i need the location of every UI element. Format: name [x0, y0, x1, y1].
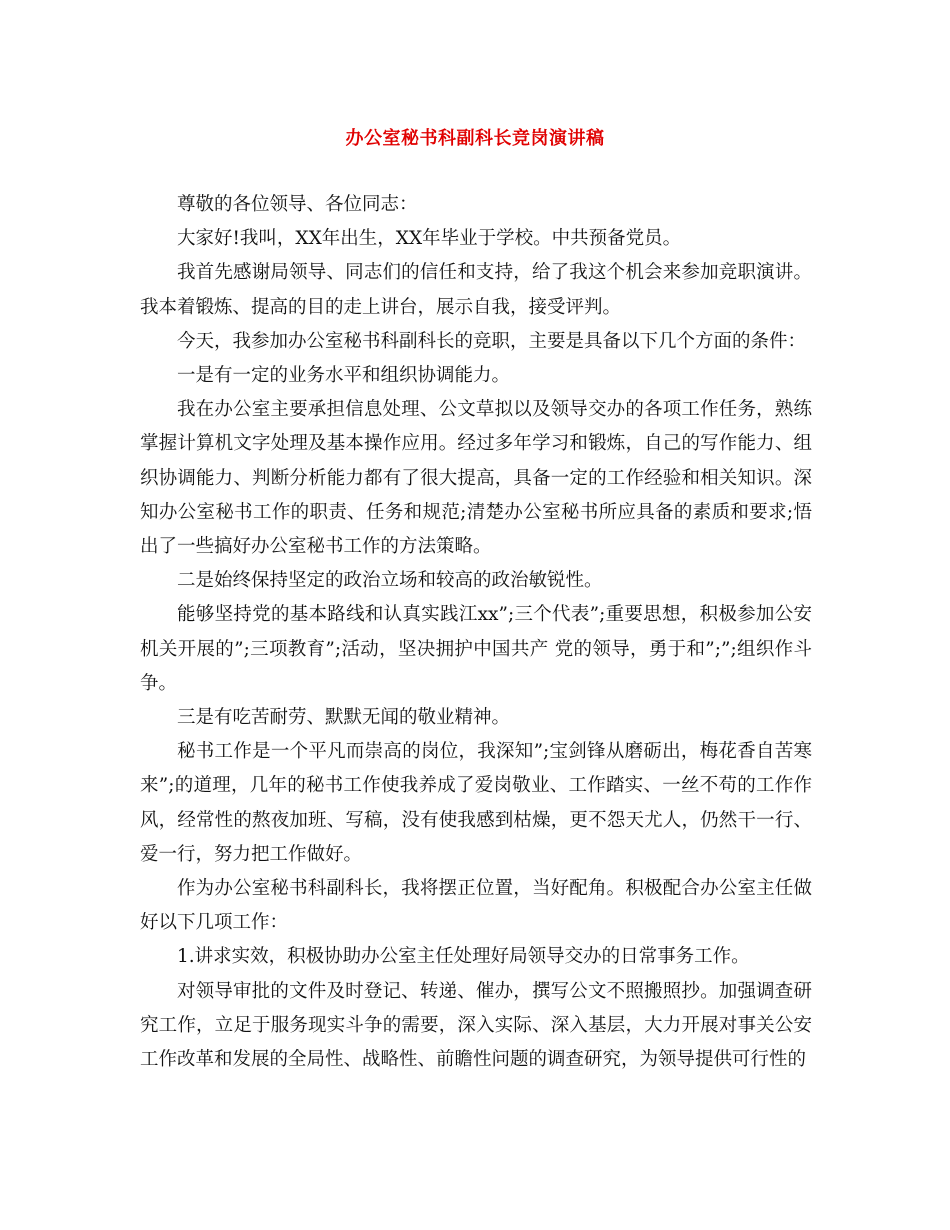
paragraph-plan-intro: 作为办公室秘书科副科长，我将摆正位置，当好配角。积极配合办公室主任做好以下几项工作： [140, 878, 812, 934]
paragraph-greeting: 大家好!我叫，XX年出生，XX年毕业于学校。中共预备党员。 [177, 228, 682, 250]
paragraph-point-3-heading: 三是有吃苦耐劳、默默无闻的敬业精神。 [177, 707, 511, 729]
paragraph-point-1-body: 我在办公室主要承担信息处理、公文草拟以及领导交办的各项工作任务，熟练掌握计算机文字处理及基本操作应用。经过多年学习和锻炼，自己的写作能力、组织协调能力、判断分析能力都有了很大提高，具备一定的工作经验和相关知识。深知办公室秘书工作的职责、任务和规范;清楚办公室秘书所应具备的素质和要求;悟出了一些搞好办公室秘书工作的方法策略。 [140, 399, 812, 558]
paragraph-salutation: 尊敬的各位领导、各位同志： [177, 194, 418, 215]
document-body [140, 188, 812, 1077]
document-title: 办公室秘书科副科长竞岗演讲稿 [345, 128, 605, 149]
paragraph-plan-item-1-body: 对领导审批的文件及时登记、转递、催办，撰写公文不照搬照抄。加强调查研究工作，立足于服务现实斗争的需要，深入实际、深入基层，大力开展对事关公安工作改革和发展的全局性、战略性、前瞻性问题的调查研究，为领导提供可行性的 [140, 980, 812, 1071]
paragraph-point-3-body: 秘书工作是一个平凡而崇高的岗位，我深知”;宝剑锋从磨砺出，梅花香自苦寒来”;的道理，几年的秘书工作使我养成了爱岗敬业、工作踏实、一丝不苟的工作作风，经常性的熬夜加班、写稿，没有使我感到枯燥，更不怨天尤人，仍然干一行、爱一行，努力把工作做好。 [140, 741, 812, 865]
paragraph-point-1-heading: 一是有一定的业务水平和组织协调能力。 [177, 365, 511, 387]
paragraph-thanks: 我首先感谢局领导、同志们的信任和支持，给了我这个机会来参加竞职演讲。我本着锻炼、提高的目的走上讲台，展示自我，接受评判。 [140, 262, 812, 318]
paragraph-intro-conditions: 今天，我参加办公室秘书科副科长的竞职，主要是具备以下几个方面的条件： [177, 330, 807, 352]
paragraph-point-2-heading: 二是始终保持坚定的政治立场和较高的政治敏锐性。 [177, 570, 603, 592]
paragraph-plan-item-1: 1.讲求实效，积极协助办公室主任处理好局领导交办的日常事务工作。 [177, 946, 750, 968]
paragraph-point-2-body: 能够坚持党的基本路线和认真实践江xx”;三个代表”;重要思想，积极参加公安机关开展的”;三项教育”;活动，坚决拥护中国共产 党的领导，勇于和”;”;组织作斗争。 [140, 604, 812, 694]
